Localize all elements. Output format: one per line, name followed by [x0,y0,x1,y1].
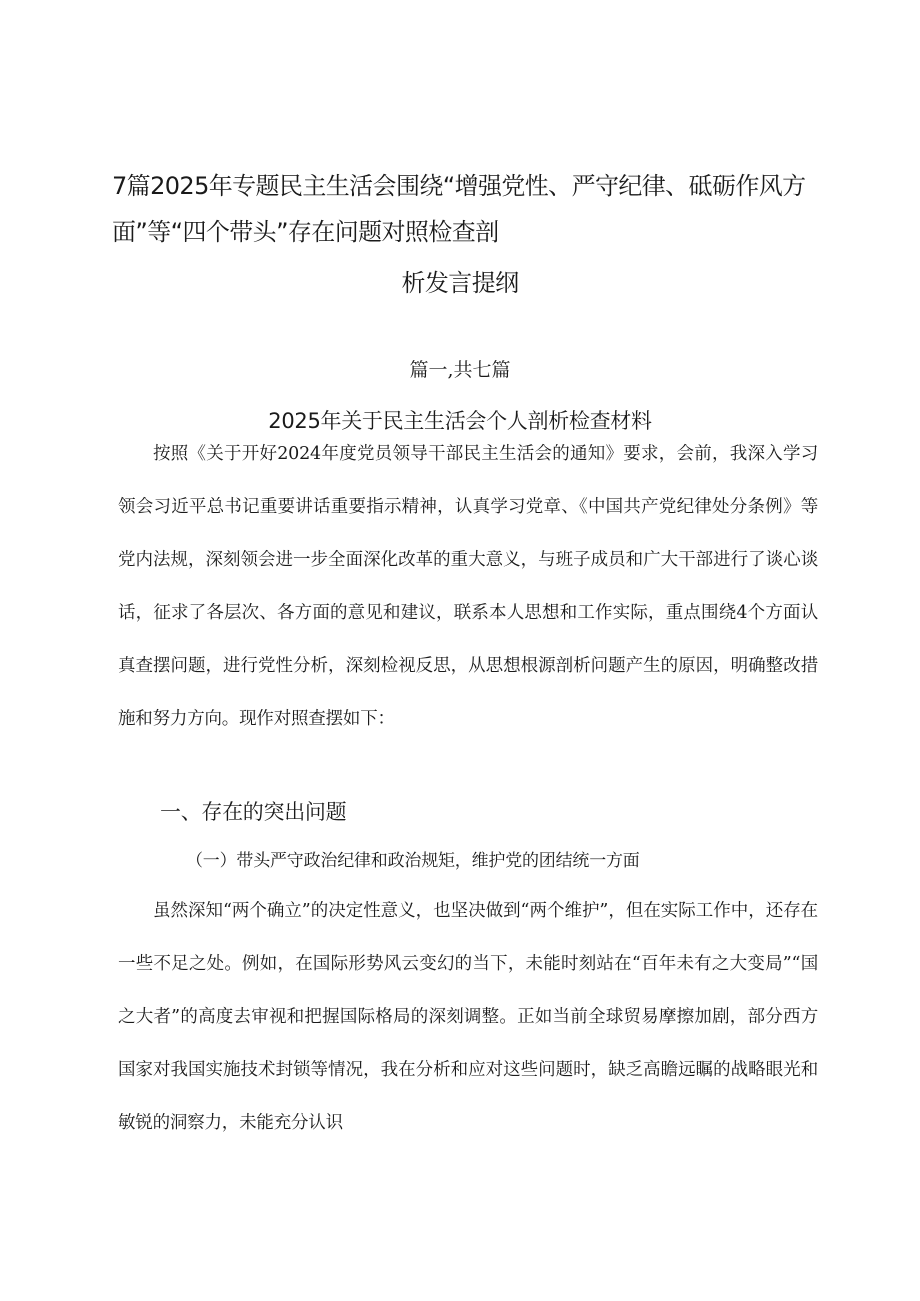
intro-paragraph: 按照《关于开好2024年度党员领导干部民主生活会的通知》要求，会前，我深入学习领会习近平总书记重要讲话重要指示精神，认真学习党章、《中国共产党纪律处分条例》等党内法规，深刻领会进一步全面深化改革的重大意义，与班子成员和广大干部进行了谈心谈话，征求了各层次、各方面的意见和建议，联系本人思想和工作实际，重点围绕4个方面认真查摆问题，进行党性分析，深刻检视反思，从思想根源剖析问题产生的原因，明确整改措施和努力方向。现作对照查摆如下： [118,444,818,729]
part-label: 篇一,共七篇 [409,359,511,381]
body-paragraph: 虽然深知“两个确立”的决定性意义，也坚决做到“两个维护”，但在实际工作中，还存在一些不足之处。例如，在国际形势风云变幻的当下，未能时刻站在“百年未有之大变局”“国之大者”的高度去审视和把握国际格局的深刻调整。正如当前全球贸易摩擦加剧，部分西方国家对我国实施技术封锁等情况，我在分析和应对这些问题时，缺乏高瞻远瞩的战略眼光和敏锐的洞察力，未能充分认识 [118,901,818,1133]
document-title: 7篇2025年专题民主生活会围绕“增强党性、严守纪律、砥砺作风方面”等“四个带头”存在问题对照检查剖 [112,172,806,246]
subsection-heading: （一）带头严守政治纪律和政治规矩，维护党的团结统一方面 [186,851,640,871]
section-heading: 一、存在的突出问题 [160,800,347,824]
material-subtitle: 2025年关于民主生活会个人剖析检查材料 [268,409,652,433]
document-title-continuation: 析发言提纲 [401,269,519,297]
